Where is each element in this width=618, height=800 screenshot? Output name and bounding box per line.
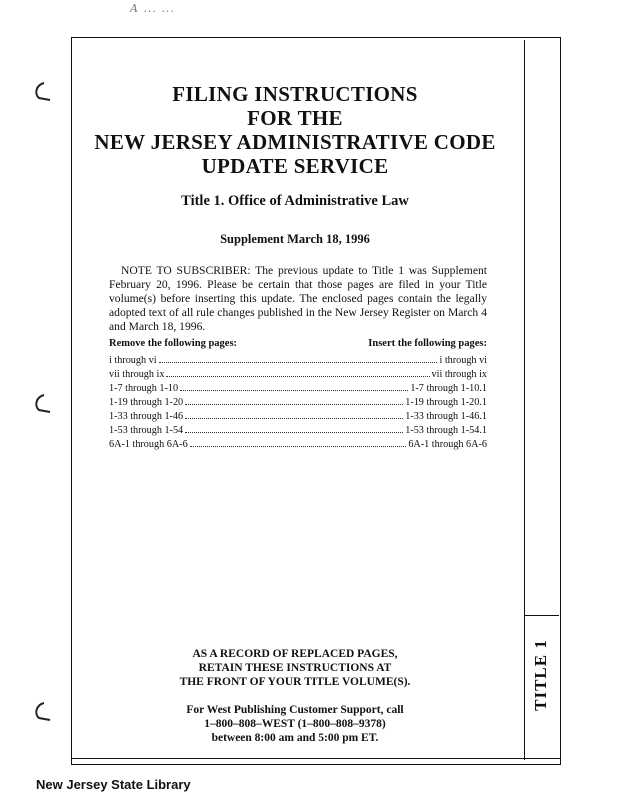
remove-header: Remove the following pages:: [109, 338, 238, 349]
insert-pages: 1-33 through 1-46.1: [405, 411, 487, 422]
handwritten-note: A ... ...: [130, 2, 175, 15]
dot-leader: [185, 394, 403, 405]
insert-pages: 6A-1 through 6A-6: [408, 439, 487, 450]
insert-pages: i through vi: [439, 355, 487, 366]
title-line: FILING INSTRUCTIONS: [172, 82, 418, 106]
record-notice: [90, 647, 500, 689]
remove-pages: 1-7 through 1-10: [109, 383, 179, 394]
title-subtitle: Title 1. Office of Administrative Law: [181, 193, 409, 209]
remove-pages: 1-53 through 1-54: [109, 425, 184, 436]
dot-leader: [185, 422, 403, 433]
table-row: [109, 436, 487, 450]
library-stamp: New Jersey State Library: [36, 777, 191, 792]
tab-divider-rule: [524, 615, 559, 616]
record-line: RETAIN THESE INSTRUCTIONS AT: [198, 662, 392, 674]
table-row: [109, 422, 487, 436]
title-line: NEW JERSEY ADMINISTRATIVE CODE: [94, 130, 496, 154]
insert-pages: 1-53 through 1-54.1: [405, 425, 487, 436]
binder-hole-icon: [30, 80, 52, 102]
binder-hole-icon: [30, 392, 52, 414]
customer-support: [90, 703, 500, 745]
insert-pages: 1-19 through 1-20.1: [405, 397, 487, 408]
dot-leader: [159, 352, 438, 363]
support-hours: between 8:00 am and 5:00 pm ET.: [211, 732, 379, 744]
table-row: [109, 408, 487, 422]
dot-leader: [190, 436, 407, 447]
dot-leader: [185, 408, 403, 419]
remove-pages: 1-19 through 1-20: [109, 397, 184, 408]
remove-pages: 1-33 through 1-46: [109, 411, 184, 422]
insert-header: Insert the following pages:: [368, 338, 487, 349]
document-title: [90, 82, 500, 178]
table-row: [109, 352, 487, 366]
supplement-date: Supplement March 18, 1996: [220, 232, 370, 246]
page-table: [109, 352, 487, 450]
dot-leader: [180, 380, 408, 391]
insert-pages: vii through ix: [431, 369, 487, 380]
support-phone: 1–800–808–WEST (1–800–808–9378): [204, 718, 386, 730]
table-row: [109, 380, 487, 394]
record-line: AS A RECORD OF REPLACED PAGES,: [192, 648, 398, 660]
frame-bottom-rule: [71, 758, 561, 759]
remove-pages: i through vi: [109, 355, 157, 366]
record-line: THE FRONT OF YOUR TITLE VOLUME(S).: [179, 676, 411, 688]
dot-leader: [166, 366, 429, 377]
remove-pages: vii through ix: [109, 369, 165, 380]
subscriber-note: [109, 264, 487, 334]
table-headers: [109, 338, 487, 352]
title-tab: [516, 640, 566, 710]
table-row: [109, 366, 487, 380]
subscriber-note-text: NOTE TO SUBSCRIBER: The previous update to Title 1 was Supplement February 20, 1996. Please be certain that those pages are filed in your Title volume(s) before inserting this update. The enclosed pages contain the legally adopted text of all rule changes published in the New Jersey Register on March 4 and March 18, 1996.: [109, 264, 487, 333]
remove-pages: 6A-1 through 6A-6: [109, 439, 188, 450]
insert-pages: 1-7 through 1-10.1: [410, 383, 487, 394]
title-tab-label: TITLE 1: [531, 639, 551, 711]
title-line: FOR THE: [247, 106, 343, 130]
table-row: [109, 394, 487, 408]
binder-hole-icon: [30, 700, 52, 722]
support-line: For West Publishing Customer Support, call: [186, 704, 404, 716]
title-line: UPDATE SERVICE: [201, 154, 389, 178]
